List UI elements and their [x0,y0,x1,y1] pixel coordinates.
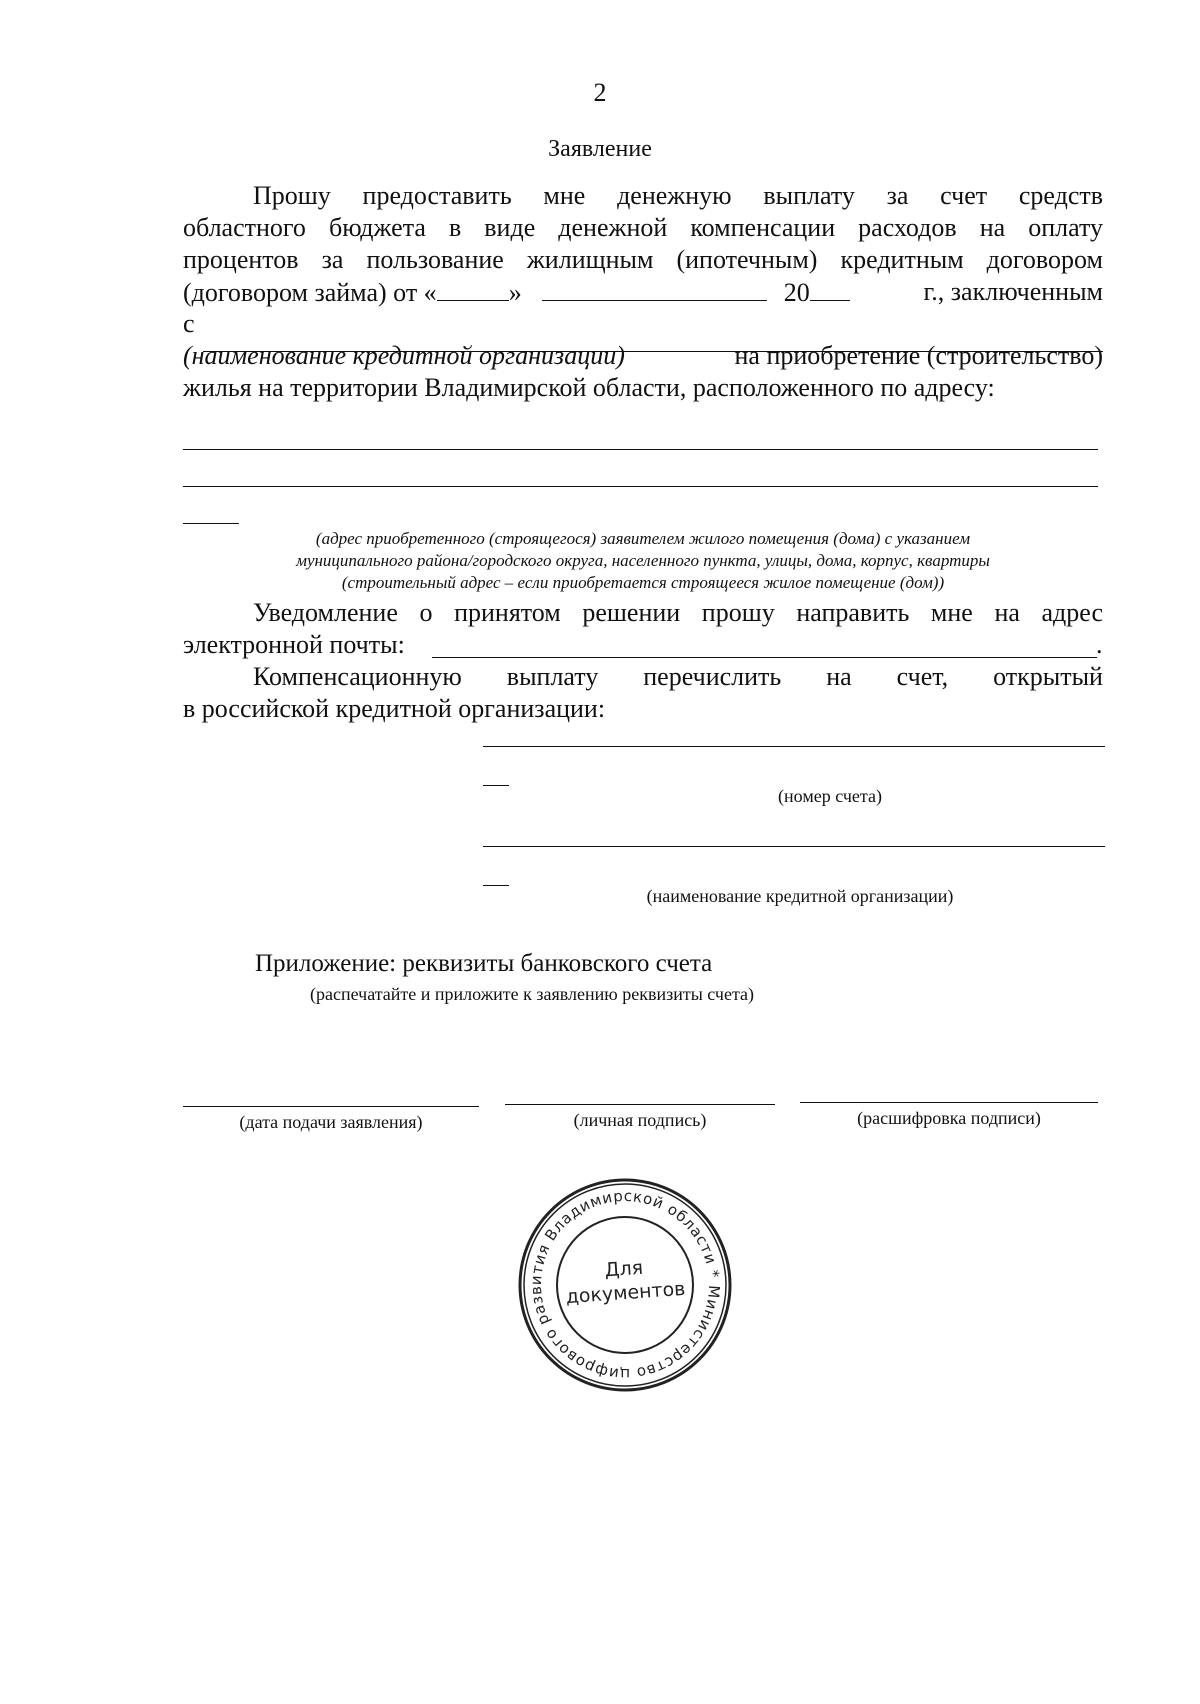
address-hint-line-1: (адрес приобретенного (строящегося) заявителем жилого помещения (дома) с указанием [315,529,971,548]
date-caption: (дата подачи заявления) [239,1112,423,1132]
attachment-label: Приложение: реквизиты банковского счета [255,950,713,977]
contract-from-label: (договором займа) от « [183,278,437,307]
request-line-1: Прошу предоставить мне денежную выплату за счет средств [253,181,1103,210]
request-line-6 [183,340,1103,372]
credit-org-caption: (наименование кредитной организации) [183,341,625,370]
account-number-blank-tail[interactable] [483,785,509,786]
concluded-label: г., заключенным [923,277,1103,306]
bank-name-blank-tail[interactable] [483,885,509,886]
address-blank-3[interactable] [183,523,239,524]
payment-word: выплату [506,662,599,691]
email-blank[interactable] [432,657,1097,658]
signature-blank[interactable] [505,1104,775,1105]
contract-day-blank[interactable] [437,276,509,301]
quote-close: » [508,278,522,307]
signature-caption: (личная подпись) [573,1110,707,1130]
payment-line-1 [253,661,1103,693]
address-hint-line-2: муниципального района/городского округа, населенного пункта, улицы, дома, корпус, квартиры [296,551,990,570]
email-label: электронной почты: [183,630,405,659]
address-blank-1[interactable] [183,449,1098,450]
contract-year-blank[interactable] [810,276,850,301]
bank-name-blank[interactable] [483,846,1105,847]
payment-word: счет, [896,662,949,691]
decoding-caption: (расшифровка подписи) [857,1108,1041,1128]
contract-month-blank[interactable] [542,276,767,301]
request-line-3: процентов за пользование жилищным (ипотечным) кредитным договором [183,245,1103,274]
stamp-seal [515,1175,735,1395]
stamp-ring-text: Министерство цифрового развития Владимирской области * [526,1186,724,1384]
request-line-4 [183,276,1103,309]
payment-word: открытый [993,662,1103,691]
notification-line-1: Уведомление о принятом решении прошу направить мне на адрес [253,598,1103,627]
decoding-blank[interactable] [800,1102,1098,1103]
bank-name-caption: (наименование кредитной организации) [646,886,954,906]
request-line-5: с [183,309,195,338]
request-line-7: жилья на территории Владимирской области, расположенного по адресу: [183,373,995,402]
account-number-blank[interactable] [483,746,1105,747]
payment-word: Компенсационную [253,662,462,691]
email-period: . [1096,630,1103,659]
payment-word: на [826,662,852,691]
page-number: 2 [593,78,607,107]
address-hint-line-3: (строительный адрес – если приобретается строящееся жилое помещение (дом)) [341,573,945,592]
stamp-center-line-2: документов [565,1277,687,1309]
stamp-center-line-1: Для [603,1256,644,1282]
payment-word: перечислить [643,662,782,691]
purpose-text: на приобретение (строительство) [734,341,1103,370]
request-line-2: областного бюджета в виде денежной компенсации расходов на оплату [183,213,1103,242]
date-blank[interactable] [183,1106,479,1107]
address-blank-2[interactable] [183,486,1098,487]
payment-line-2: в российской кредитной организации: [183,694,606,723]
document-title: Заявление [548,136,652,162]
attachment-note: (распечатайте и приложите к заявлению реквизиты счета) [310,984,755,1004]
year-prefix: 20 [783,278,810,307]
account-number-caption: (номер счета) [778,786,882,806]
